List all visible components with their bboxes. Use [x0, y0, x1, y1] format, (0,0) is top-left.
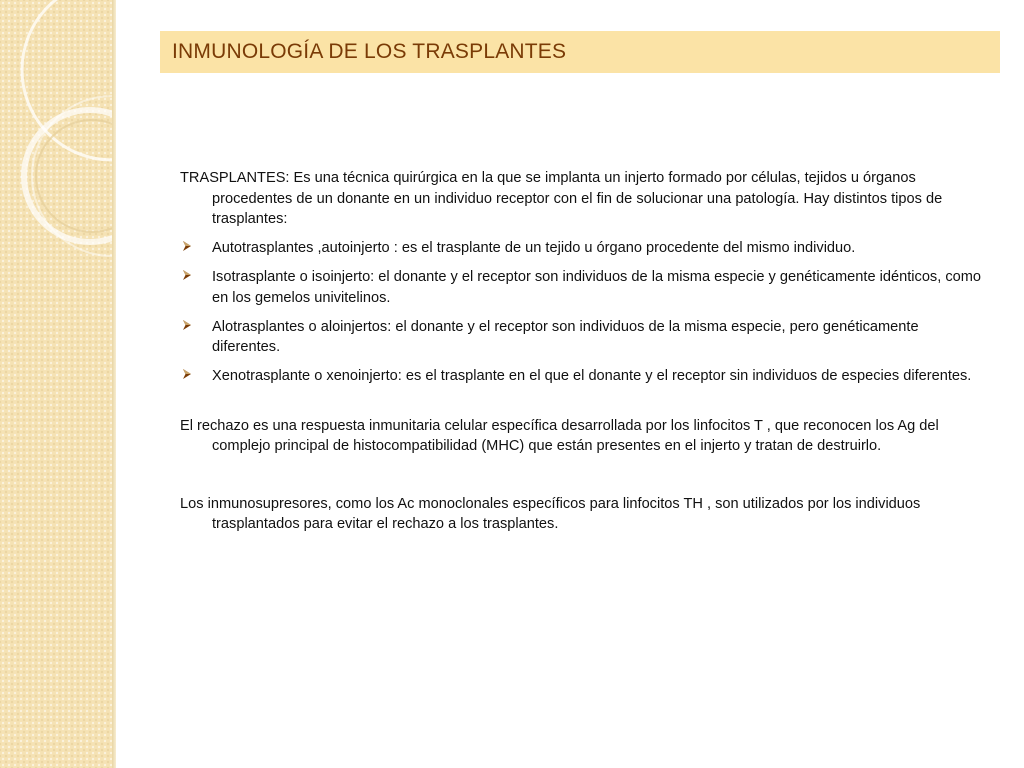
list-item — [180, 267, 988, 308]
side-band-edge — [112, 0, 116, 768]
arrow-bullet-icon — [180, 268, 194, 282]
rejection-paragraph: El rechazo es una respuesta inmunitaria celular específica desarrollada por los linfocitos T , que reconocen los Ag del complejo principal de histocompatibilidad (MHC) que están presentes en el injerto y tratan de destruirlo. — [180, 417, 939, 454]
decorative-rings-icon — [0, 0, 112, 768]
page-title: INMUNOLOGÍA DE LOS TRASPLANTES — [172, 40, 567, 63]
slide-body — [180, 168, 988, 535]
arrow-bullet-icon — [180, 239, 194, 253]
transplant-types-list — [180, 238, 988, 387]
list-item-text: Alotrasplantes o aloinjertos: el donante y el receptor son individuos de la misma especie, pero genéticamente diferentes. — [212, 318, 919, 355]
list-item-text: Xenotrasplante o xenoinjerto: es el trasplante en el que el donante y el receptor sin individuos de especies diferentes. — [212, 368, 972, 384]
immunosuppressants-paragraph: Los inmunosupresores, como los Ac monoclonales específicos para linfocitos TH , son utilizados por los individuos trasplantados para evitar el rechazo a los trasplantes. — [180, 495, 921, 532]
list-item — [180, 366, 988, 387]
list-item — [180, 238, 988, 259]
arrow-bullet-icon — [180, 318, 194, 332]
list-item — [180, 317, 988, 358]
list-item-text: Isotrasplante o isoinjerto: el donante y el receptor son individuos de la misma especie y genéticamente idénticos, como en los gemelos univitelinos. — [212, 269, 982, 306]
list-item-text: Autotrasplantes ,autoinjerto : es el trasplante de un tejido u órgano procedente del mismo individuo. — [212, 240, 856, 256]
title-bar — [160, 31, 1000, 73]
decorative-side-band — [0, 0, 112, 768]
intro-paragraph: TRASPLANTES: Es una técnica quirúrgica en la que se implanta un injerto formado por células, tejidos u órganos procedentes de un donante en un individuo receptor con el fin de solucionar una patología. Hay distintos tipos de trasplantes: — [180, 170, 943, 227]
arrow-bullet-icon — [180, 367, 194, 381]
